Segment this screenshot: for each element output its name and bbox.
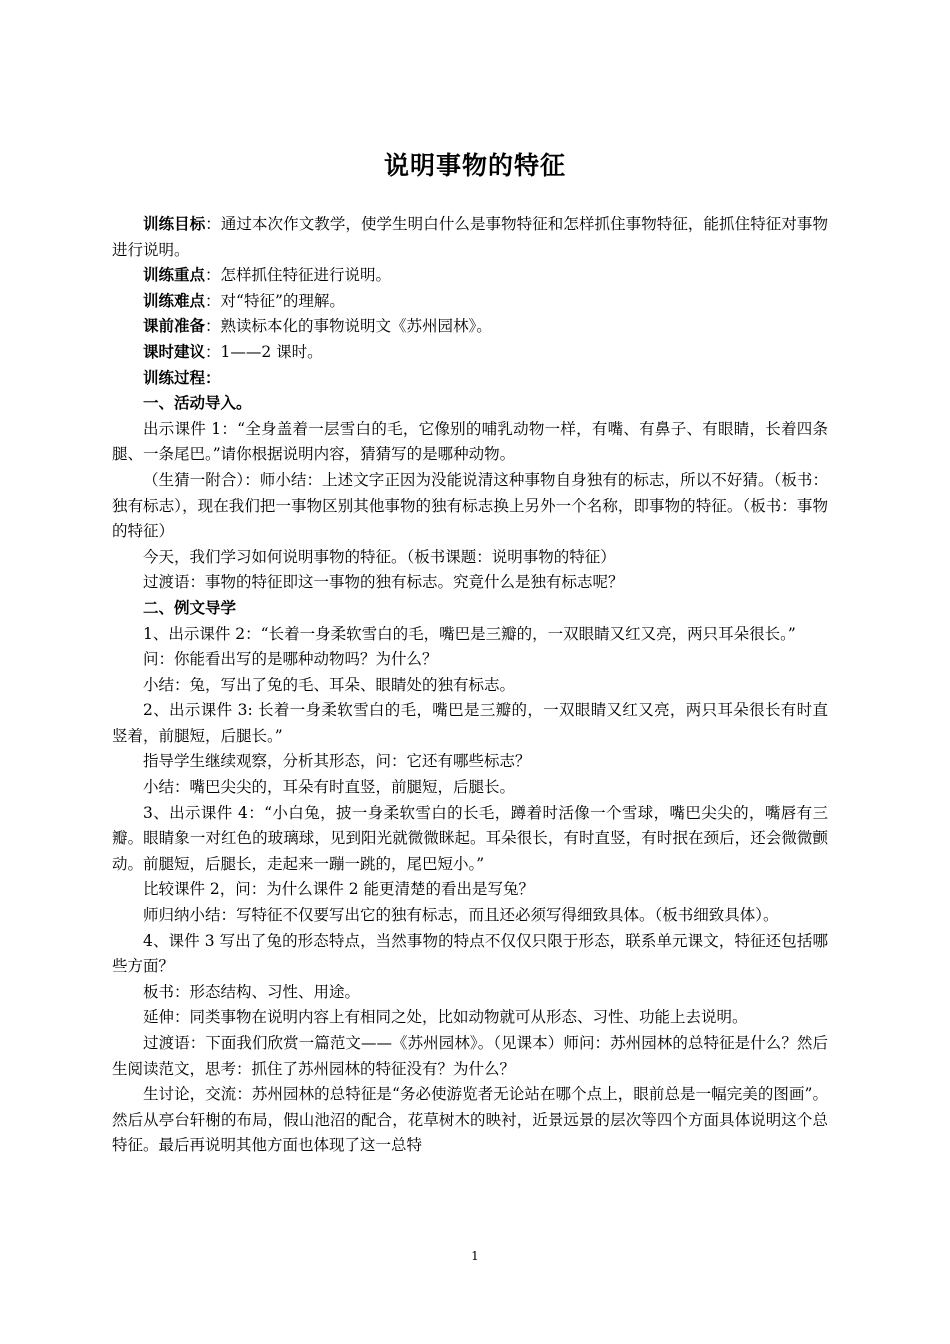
section-2-paragraph: 板书：形态结构、习性、用途。 bbox=[143, 982, 361, 1001]
training-goal-paragraph bbox=[112, 212, 828, 263]
training-goal-text: ：通过本次作文教学，使学生明白什么是事物特征和怎样抓住事物特征，能抓住特征对事物进行说明。 bbox=[112, 215, 828, 259]
section-2-paragraph: 2、出示课件 3: 长着一身柔软雪白的毛，嘴巴是三瓣的，一双眼睛又红又亮，两只耳朵很长有时直竖着，前腿短，后腿长。” bbox=[112, 701, 828, 745]
preparation-paragraph bbox=[112, 314, 828, 340]
section-2-paragraph: 过渡语：下面我们欣赏一篇范文——《苏州园林》。（见课本）师问：苏州园林的总特征是什么？然后生阅读范文，思考：抓住了苏州园林的特征没有？为什么？ bbox=[112, 1034, 828, 1078]
class-hours-text: ：1——2 课时。 bbox=[205, 342, 323, 361]
section-2-paragraph: 小结：兔，写出了兔的毛、耳朵、眼睛处的独有标志。 bbox=[143, 675, 516, 694]
section-2-paragraph: 指导学生继续观察，分析其形态，问：它还有哪些标志？ bbox=[143, 752, 531, 771]
class-hours-label: 课时建议 bbox=[143, 342, 206, 361]
preparation-label: 课前准备 bbox=[143, 317, 206, 336]
document-body bbox=[112, 212, 828, 1159]
training-difficulty-text: ：对“特征”的理解。 bbox=[205, 291, 345, 310]
section-2-paragraph: 延伸：同类事物在说明内容上有相同之处，比如动物就可从形态、习性、功能上去说明。 bbox=[143, 1008, 748, 1027]
section-1-paragraph: 过渡语：事物的特征即这一事物的独有标志。究竟什么是独有标志呢？ bbox=[143, 573, 624, 592]
training-difficulty-label: 训练难点 bbox=[143, 291, 206, 310]
section-2-paragraph: 比较课件 2，问：为什么课件 2 能更清楚的看出是写兔？ bbox=[143, 880, 535, 899]
section-2-paragraph: 1、出示课件 2：“长着一身柔软雪白的毛，嘴巴是三瓣的，一双眼睛又红又亮，两只耳朵很长。” bbox=[143, 624, 796, 643]
training-focus-paragraph bbox=[112, 263, 828, 289]
training-process-paragraph bbox=[112, 366, 828, 392]
preparation-text: ：熟读标本化的事物说明文《苏州园林》。 bbox=[205, 317, 492, 336]
section-2-paragraph: 师归纳小结：写特征不仅要写出它的独有标志，而且还必须写得细致具体。（板书细致具体）。 bbox=[143, 906, 779, 925]
section-2-paragraph: 生讨论，交流：苏州园林的总特征是“务必使游览者无论站在哪个点上，眼前总是一幅完美的图画”。然后从亭台轩榭的布局，假山池沼的配合，花草树木的映衬，近景远景的层次等四个方面具体说明这个总特征。最后再说明其他方面也体现了这一总特 bbox=[112, 1085, 828, 1155]
section-1-heading: 一、活动导入。 bbox=[143, 394, 252, 413]
section-2-paragraph: 小结：嘴巴尖尖的，耳朵有时直竖，前腿短，后腿长。 bbox=[143, 778, 516, 797]
training-focus-label: 训练重点 bbox=[143, 266, 206, 285]
training-goal-label: 训练目标 bbox=[143, 215, 206, 233]
page-number: 1 bbox=[471, 1249, 479, 1263]
section-1-paragraph: 今天，我们学习如何说明事物的特征。（板书课题：说明事物的特征） bbox=[143, 547, 616, 566]
page-title: 说明事物的特征 bbox=[383, 151, 566, 180]
section-2-paragraph: 3、出示课件 4：“小白兔，披一身柔软雪白的长毛，蹲着时活像一个雪球，嘴巴尖尖的，嘴唇有三瓣。眼睛象一对红色的玻璃球，见到阳光就微微眯起。耳朵很长，有时直竖，有时抿在颈后，还会微微颤动。前腿短，后腿长，走起来一蹦一跳的，尾巴短小。” bbox=[112, 803, 828, 873]
training-difficulty-paragraph bbox=[112, 289, 828, 315]
training-focus-text: ：怎样抓住特征进行说明。 bbox=[205, 266, 392, 285]
section-2-paragraph: 问：你能看出写的是哪种动物吗？为什么？ bbox=[143, 650, 438, 669]
section-1-paragraph: （生猜一附合）：师小结：上述文字正因为没能说清这种事物自身独有的标志，所以不好猜。（板书：独有标志），现在我们把一事物区别其他事物的独有标志换上另外一个名称，即事物的特征。（板书：事物的特征） bbox=[112, 470, 828, 541]
training-process-label: 训练过程： bbox=[143, 368, 221, 387]
section-2-paragraph: 4、课件 3 写出了兔的形态特点，当然事物的特点不仅仅只限于形态，联系单元课文，特征还包括哪些方面？ bbox=[112, 931, 828, 976]
class-hours-paragraph bbox=[112, 340, 828, 366]
section-2-heading: 二、例文导学 bbox=[143, 598, 237, 617]
section-1-paragraph: 出示课件 1：“全身盖着一层雪白的毛，它像别的哺乳动物一样，有嘴、有鼻子、有眼睛，长着四条腿、一条尾巴。”请你根据说明内容，猜猜写的是哪种动物。 bbox=[112, 419, 828, 464]
